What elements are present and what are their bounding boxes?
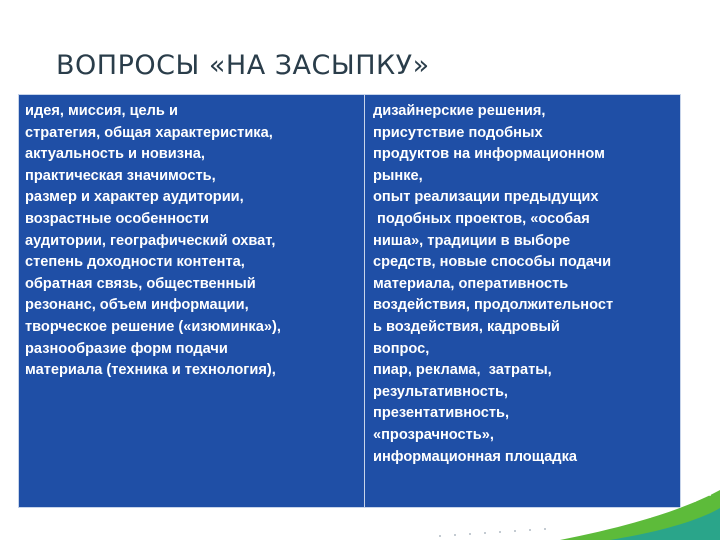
left-text-line: творческое решение («изюминка»), <box>25 318 281 335</box>
left-text-line: степень доходности контента, <box>25 254 245 271</box>
left-text-line: актуальность и новизна, <box>25 146 205 163</box>
right-text-line: рынке, <box>373 167 423 184</box>
left-text-line: разнообразие форм подачи <box>25 340 228 357</box>
content-table <box>18 94 681 508</box>
left-text-line: аудитории, географический охват, <box>25 232 276 249</box>
left-text-line: практическая значимость, <box>25 167 216 184</box>
right-text-line: ь воздействия, кадровый <box>373 318 560 335</box>
left-column <box>19 95 365 507</box>
gray-dotted-line <box>439 528 546 537</box>
left-text-line: возрастные особенности <box>25 210 209 227</box>
left-text-line: материала (техника и технология), <box>25 362 276 379</box>
right-column <box>365 95 680 507</box>
right-text-line: результативность, <box>373 383 508 400</box>
left-text-line: резонанс, объем информации, <box>25 297 249 314</box>
left-text-line: размер и характер аудитории, <box>25 189 244 206</box>
right-text-line: присутствие подобных <box>373 124 543 141</box>
left-text-line: стратегия, общая характеристика, <box>25 124 273 141</box>
right-text-line: воздействия, продолжительност <box>373 297 614 314</box>
right-text-line: дизайнерские решения, <box>373 103 546 119</box>
right-text-line: ниша», традиции в выборе <box>373 232 571 249</box>
left-text-line: идея, миссия, цель и <box>25 103 178 119</box>
right-text-line: продуктов на информационном <box>373 146 605 163</box>
right-text-line: пиар, реклама, затраты, <box>373 362 552 379</box>
right-text-line: информационная площадка <box>373 448 577 465</box>
right-text-line: подобных проектов, «особая <box>373 210 590 227</box>
right-text-line: опыт реализации предыдущих <box>373 189 599 206</box>
slide-title: ВОПРОСЫ «НА ЗАСЫПКУ» <box>56 50 430 81</box>
right-text-line: материала, оперативность <box>373 275 569 292</box>
right-text-line: вопрос, <box>373 340 430 357</box>
right-text-line: «прозрачность», <box>373 426 494 443</box>
right-text-line: презентативность, <box>373 405 510 422</box>
right-text-line: средств, новые способы подачи <box>373 254 612 271</box>
left-text-line: обратная связь, общественный <box>25 275 256 292</box>
